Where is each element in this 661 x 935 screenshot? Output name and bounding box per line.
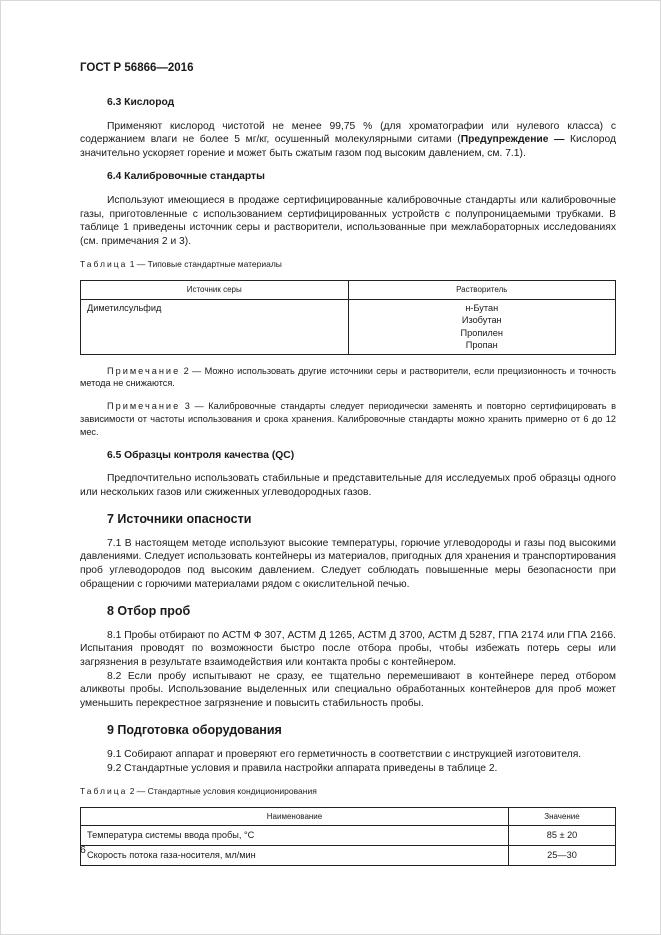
section-6-4-text: Используют имеющиеся в продаже сертифицированные калибровочные стандарты или калибровочные газы, приготовленные с использованием сертифицированных устройств с полупроницаемыми трубками. В таблице 1 приведены источник серы и растворители, использованные при межлабораторных исследованиях (см. примечания 2 и 3). [80,194,616,247]
table-row [81,846,616,866]
document-code-header: ГОСТ Р 56866—2016 [80,62,194,74]
table-1-header-source: Источник серы [81,280,349,299]
section-6-3-text-a: Применяют кислород чистотой не менее 99,75 % (для хроматографии или нулевого класса) с содержанием влаги не более 5 мг/кг, осушенный молекулярными ситами ( [80,120,616,146]
warning-label: Предупреждение — [460,134,565,146]
table-1-header-solvent: Растворитель [348,280,616,299]
note-3 [80,400,616,438]
note-2-label: Примечание [107,365,181,376]
section-7-1-text: 7.1 В настоящем методе используют высокие температуры, горючие углеводороды и газы под высокими давлениями. Следует использовать контейнеры из материалов, пригодных для хранения и транспортирования проб углеводородов под высоким давлением. Следует соблюдать повышенные меры безопасности при обращении с горючими материалами рядом с окислительной печью. [80,537,616,590]
table-2-name-cell: Температура системы ввода пробы, °C [81,826,509,846]
section-8-2-text: 8.2 Если пробу испытывают не сразу, ее тщательно перемешивают в контейнере перед отбором аликвоты пробы. Использование выделенных или специально обработанных контейнеров для проб может уменьшить перекрестное загрязнение и повысить стабильность пробы. [80,670,616,709]
section-7-title: 7 Источники опасности [107,512,252,527]
table-1-caption [80,258,616,272]
section-9-1-text: 9.1 Собирают аппарат и проверяют его герметичность в соответствии с инструкцией изготовителя. [107,749,582,761]
section-6-4-title: 6.4 Калибровочные стандарты [107,171,265,183]
section-9-2-text: 9.2 Стандартные условия и правила настройки аппарата приведены в таблице 2. [107,762,498,774]
table-2-caption [80,785,616,799]
note-3-text: 3 — Калибровочные стандарты следует периодически заменять и повторно сертифицировать в зависимости от частоты использования и срока хранения. Калибровочные стандарты можно хранить примерно от 6 до 12 мес. [80,401,616,437]
table-2-header-value: Значение [509,807,616,826]
note-2 [80,365,616,391]
solvent-item: Пропан [465,340,498,351]
section-8-1-text: 8.1 Пробы отбирают по АСТМ Ф 307, АСТМ Д 1265, АСТМ Д 3700, АСТМ Д 5287, ГПА 2174 или ГПА 2166. Испытания проводят по возможности быстро после отбора пробы, чтобы избежать потерь серы или загрязнения в результате взаимодействия или контакта пробы с контейнером. [80,629,616,669]
table-2-caption-word: Таблица [80,786,128,797]
table-row [81,826,616,846]
section-6-3-text-b: Кислород значительно ускоряет горение и может быть сжатым газом под высоким давлением, см. 7.1). [80,134,616,159]
table-1 [80,280,616,355]
section-6-5-title: 6.5 Образцы контроля качества (QC) [107,449,295,461]
page-number: 6 [80,844,86,856]
table-2 [80,807,616,867]
table-2-header-name: Наименование [81,807,509,826]
solvent-item: Изобутан [461,315,502,326]
table-2-name-cell: Скорость потока газа-носителя, мл/мин [81,846,509,866]
table-1-source-cell: Диметилсульфид [81,299,349,354]
page-content [80,96,616,866]
table-1-row [81,299,616,354]
table-1-header-row [81,280,616,299]
section-8-title: 8 Отбор проб [107,604,191,619]
table-1-caption-rest: 1 — Типовые стандартные материалы [127,259,282,270]
table-1-caption-word: Таблица [80,259,128,270]
table-2-header-row [81,807,616,826]
table-2-caption-rest: 2 — Стандартные условия кондиционирования [127,786,317,797]
section-6-3-title: 6.3 Кислород [107,97,175,108]
solvent-item: Пропилен [460,327,503,338]
table-2-value-cell: 25—30 [509,846,616,866]
table-1-solvent-cell [348,299,616,354]
section-6-5-text: Предпочтительно использовать стабильные и представительные для исследуемых проб образцы одного или нескольких газов или сжиженных углеводородных газов. [80,473,616,498]
note-2-text: 2 — Можно использовать другие источники серы и растворители, если прецизионность и точность метода не снижаются. [80,365,616,389]
solvent-item: н-Бутан [465,302,499,313]
section-9-title: 9 Подготовка оборудования [107,723,282,738]
note-3-label: Примечание [107,401,181,412]
section-6-3-text [80,120,616,161]
table-2-value-cell: 85 ± 20 [509,826,616,846]
